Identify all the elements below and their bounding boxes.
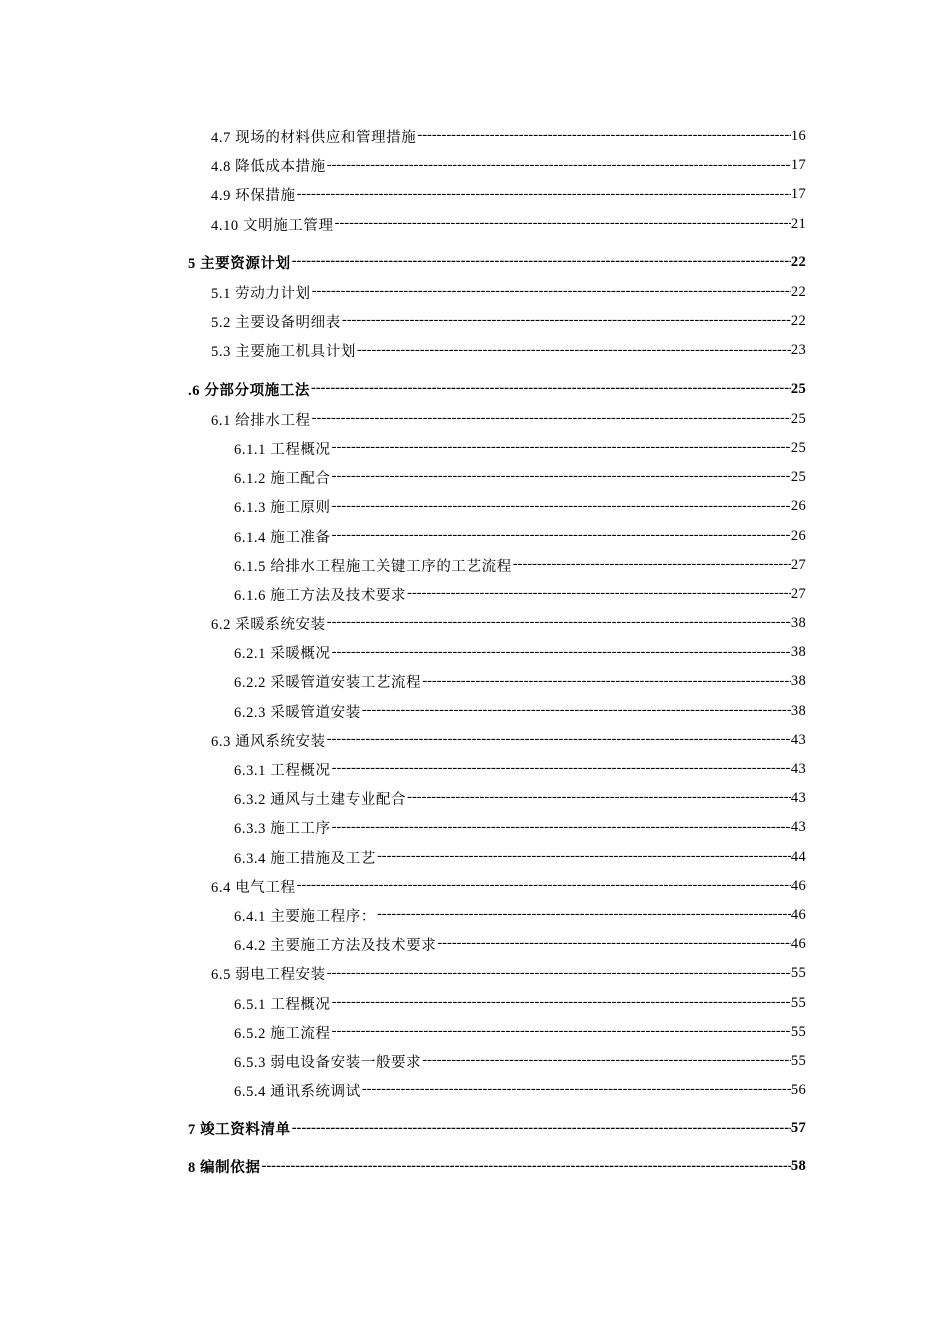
toc-entry[interactable] [0, 1076, 950, 1105]
toc-entry[interactable] [0, 336, 950, 365]
toc-entry-title: 6.5.2 施工流程 [234, 1022, 332, 1043]
toc-entry-title: 6.4 电气工程 [211, 876, 297, 897]
toc-dot-leader [377, 850, 791, 865]
toc-entry-title: 6.4.2 主要施工方法及技术要求 [234, 934, 437, 955]
toc-entry-page-number: 55 [790, 1023, 806, 1040]
toc-dot-leader [332, 996, 791, 1011]
toc-dot-leader [407, 587, 791, 602]
toc-dot-leader [422, 675, 791, 690]
toc-entry-title: 7 竣工资料清单 [188, 1118, 292, 1139]
toc-entry-page-number: 17 [790, 157, 806, 174]
toc-entry[interactable] [0, 1114, 950, 1143]
toc-entry-title: 6.3 通风系统安装 [211, 730, 327, 751]
toc-entry-title: 4.7 现场的材料供应和管理措施 [211, 126, 417, 147]
toc-entry[interactable] [0, 726, 950, 755]
toc-dot-leader [332, 762, 791, 777]
toc-entry[interactable] [0, 405, 950, 434]
toc-entry-title: 6.2.3 采暖管道安装 [234, 701, 362, 722]
toc-entry-title: 6.5.3 弱电设备安装一般要求 [234, 1051, 422, 1072]
toc-entry-page-number: 44 [790, 848, 806, 865]
toc-entry-title: 6.3.1 工程概况 [234, 759, 332, 780]
toc-dot-leader [513, 558, 791, 573]
toc-entry-title: 6.5.1 工程概况 [234, 993, 332, 1014]
toc-entry[interactable] [0, 551, 950, 580]
toc-entry[interactable] [0, 784, 950, 813]
toc-dot-leader [332, 441, 791, 456]
toc-entry-title: 6.2.2 采暖管道安装工艺流程 [234, 671, 422, 692]
toc-entry-page-number: 25 [790, 439, 806, 456]
toc-dot-leader [407, 791, 791, 806]
toc-entry[interactable] [0, 307, 950, 336]
toc-entry-title: 6.1.6 施工方法及技术要求 [234, 584, 407, 605]
toc-entry-page-number: 56 [790, 1082, 806, 1099]
toc-dot-leader [312, 412, 791, 427]
toc-entry-title: 6.1.4 施工准备 [234, 526, 332, 547]
toc-entry-page-number: 22 [790, 253, 806, 270]
toc-entry-page-number: 38 [790, 615, 806, 632]
toc-entry-title: 6.1.2 施工配合 [234, 467, 332, 488]
toc-dot-leader [362, 704, 791, 719]
toc-entry-title: 6.3.2 通风与土建专业配合 [234, 788, 407, 809]
toc-entry-page-number: 26 [790, 527, 806, 544]
toc-entry-page-number: 57 [790, 1120, 806, 1137]
toc-dot-leader [327, 159, 791, 174]
toc-entry[interactable] [0, 1152, 950, 1181]
toc-entry-page-number: 27 [790, 556, 806, 573]
toc-dot-leader [327, 967, 791, 982]
toc-dot-leader [357, 344, 791, 359]
toc-dot-leader [377, 908, 791, 923]
toc-entry-title: 6.5.4 通讯系统调试 [234, 1080, 362, 1101]
toc-entry[interactable] [0, 667, 950, 696]
toc-entry-page-number: 38 [790, 673, 806, 690]
toc-entry-title: 6.1.3 施工原则 [234, 496, 332, 517]
toc-dot-leader [292, 1122, 791, 1137]
toc-entry-page-number: 17 [790, 186, 806, 203]
toc-entry[interactable] [0, 492, 950, 521]
toc-entry[interactable] [0, 959, 950, 988]
toc-entry-page-number: 46 [790, 906, 806, 923]
table-of-contents [0, 122, 950, 1183]
toc-entry[interactable] [0, 988, 950, 1017]
toc-entry-title: 6.2.1 采暖概况 [234, 642, 332, 663]
toc-dot-leader [417, 129, 791, 144]
toc-entry-title: 6.1.5 给排水工程施工关键工序的工艺流程 [234, 555, 513, 576]
toc-entry[interactable] [0, 843, 950, 872]
toc-entry-title: 6.3.3 施工工序 [234, 817, 332, 838]
toc-entry-title: 4.10 文明施工管理 [211, 214, 335, 235]
toc-entry-page-number: 43 [790, 790, 806, 807]
toc-entry[interactable] [0, 248, 950, 277]
toc-dot-leader [332, 821, 791, 836]
toc-entry-page-number: 26 [790, 498, 806, 515]
toc-entry-title: 6.2 采暖系统安装 [211, 613, 327, 634]
toc-entry-title: 5.2 主要设备明细表 [211, 311, 342, 332]
toc-entry[interactable] [0, 463, 950, 492]
toc-dot-leader [332, 1025, 791, 1040]
toc-entry-title: 4.9 环保措施 [211, 184, 297, 205]
toc-entry[interactable] [0, 1018, 950, 1047]
toc-entry-page-number: 43 [790, 761, 806, 778]
toc-entry[interactable] [0, 375, 950, 404]
toc-entry[interactable] [0, 638, 950, 667]
toc-dot-leader [297, 188, 791, 203]
toc-entry-title: .6 分部分项施工法 [188, 379, 311, 400]
toc-entry[interactable] [0, 434, 950, 463]
toc-entry-page-number: 27 [790, 585, 806, 602]
toc-entry-page-number: 22 [790, 284, 806, 301]
toc-dot-leader [261, 1160, 790, 1175]
toc-entry[interactable] [0, 872, 950, 901]
toc-entry[interactable] [0, 151, 950, 180]
toc-entry-page-number: 21 [790, 215, 806, 232]
toc-dot-leader [332, 500, 791, 515]
toc-entry[interactable] [0, 697, 950, 726]
toc-entry-title: 4.8 降低成本措施 [211, 155, 327, 176]
toc-dot-leader [335, 217, 791, 232]
toc-dot-leader [327, 616, 791, 631]
toc-dot-leader [437, 937, 791, 952]
toc-dot-leader [332, 470, 791, 485]
toc-dot-leader [422, 1054, 791, 1069]
toc-entry-page-number: 25 [790, 380, 806, 397]
toc-entry-page-number: 43 [790, 819, 806, 836]
toc-dot-leader [311, 382, 791, 397]
toc-entry[interactable] [0, 122, 950, 151]
toc-entry-page-number: 16 [790, 128, 806, 145]
toc-entry-page-number: 55 [790, 1052, 806, 1069]
toc-dot-leader [327, 733, 791, 748]
toc-entry[interactable] [0, 813, 950, 842]
toc-entry[interactable] [0, 210, 950, 239]
toc-entry[interactable] [0, 609, 950, 638]
toc-entry-page-number: 25 [790, 410, 806, 427]
toc-entry-title: 6.3.4 施工措施及工艺 [234, 847, 377, 868]
toc-entry[interactable] [0, 930, 950, 959]
toc-entry[interactable] [0, 901, 950, 930]
toc-entry-title: 5.1 劳动力计划 [211, 282, 312, 303]
toc-entry[interactable] [0, 755, 950, 784]
toc-dot-leader [342, 314, 791, 329]
toc-dot-leader [362, 1083, 791, 1098]
toc-dot-leader [297, 879, 791, 894]
toc-dot-leader [332, 646, 791, 661]
toc-entry-page-number: 46 [790, 877, 806, 894]
toc-entry[interactable] [0, 580, 950, 609]
toc-entry-page-number: 25 [790, 469, 806, 486]
toc-dot-leader [312, 285, 791, 300]
toc-entry-page-number: 23 [790, 342, 806, 359]
toc-entry-page-number: 55 [790, 965, 806, 982]
toc-entry[interactable] [0, 278, 950, 307]
toc-entry[interactable] [0, 1047, 950, 1076]
toc-entry-page-number: 38 [790, 644, 806, 661]
toc-entry-title: 6.1.1 工程概况 [234, 438, 332, 459]
toc-dot-leader [292, 255, 791, 270]
toc-entry-title: 8 编制依据 [188, 1156, 261, 1177]
toc-entry[interactable] [0, 180, 950, 209]
toc-dot-leader [332, 529, 791, 544]
toc-entry[interactable] [0, 521, 950, 550]
toc-entry-page-number: 43 [790, 731, 806, 748]
toc-entry-page-number: 38 [790, 702, 806, 719]
toc-entry-page-number: 46 [790, 936, 806, 953]
toc-entry-page-number: 58 [790, 1158, 806, 1175]
toc-entry-title: 5.3 主要施工机具计划 [211, 340, 357, 361]
toc-entry-title: 6.4.1 主要施工程序： [234, 905, 377, 926]
toc-entry-page-number: 22 [790, 313, 806, 330]
toc-entry-title: 6.1 给排水工程 [211, 409, 312, 430]
toc-entry-page-number: 55 [790, 994, 806, 1011]
toc-entry-title: 6.5 弱电工程安装 [211, 963, 327, 984]
toc-entry-title: 5 主要资源计划 [188, 252, 292, 273]
